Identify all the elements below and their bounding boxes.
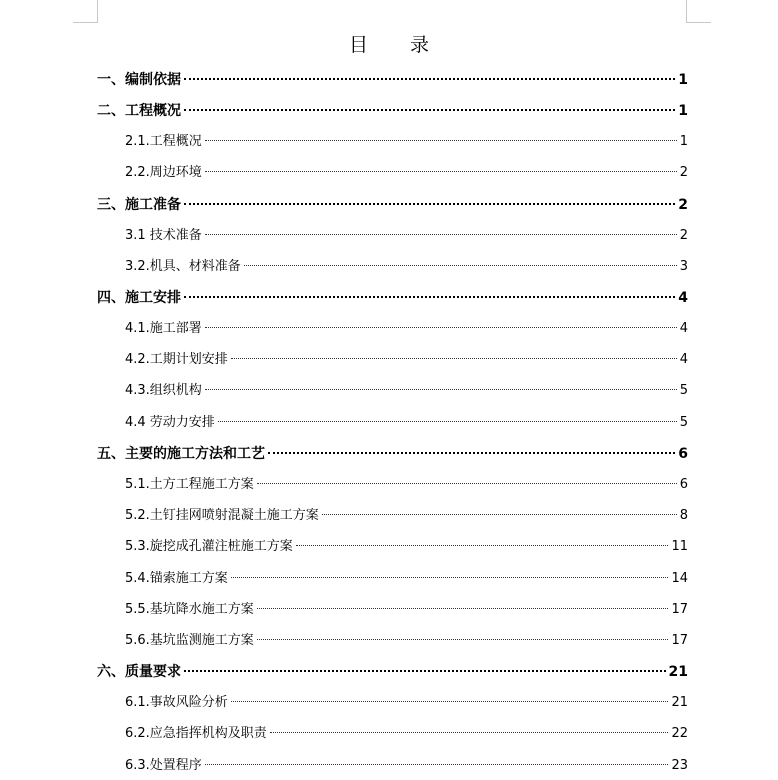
toc-dot-leader — [205, 140, 677, 141]
toc-entry-text: 2.2.周边环境 — [125, 165, 202, 180]
toc-entry-text: 5.3.旋挖成孔灌注桩施工方案 — [125, 539, 293, 554]
toc-dot-leader — [296, 545, 669, 546]
toc-entry-text: 3.1 技术准备 — [125, 228, 202, 243]
toc-dot-leader — [205, 389, 677, 390]
toc-dot-leader — [205, 234, 677, 235]
toc-subheading-entry[interactable] — [125, 535, 688, 559]
toc-page-number: 1 — [678, 103, 688, 119]
toc-dot-leader — [184, 670, 666, 672]
toc-dot-leader — [231, 577, 669, 578]
toc-dot-leader — [205, 327, 677, 328]
toc-entry-text: 4.4 劳动力安排 — [125, 415, 215, 430]
toc-page-number: 21 — [668, 664, 688, 680]
toc-subheading-entry[interactable] — [125, 348, 688, 372]
toc-entry-text: 三、施工准备 — [97, 197, 181, 213]
toc-page-number: 8 — [679, 508, 688, 523]
toc-subheading-entry[interactable] — [125, 473, 688, 497]
toc-entry-text: 6.1.事故风险分析 — [125, 695, 228, 710]
toc-dot-leader — [231, 701, 669, 702]
toc-page-number: 2 — [679, 228, 688, 243]
toc-entry-text: 3.2.机具、材料准备 — [125, 259, 241, 274]
toc-entry-text: 5.5.基坑降水施工方案 — [125, 602, 254, 617]
toc-heading-entry[interactable] — [97, 193, 688, 217]
toc-page-number: 3 — [679, 259, 688, 274]
toc-subheading-entry[interactable] — [125, 722, 688, 746]
toc-subheading-entry[interactable] — [125, 255, 688, 279]
toc-entry-text: 二、工程概况 — [97, 103, 181, 119]
toc-entry-text: 6.2.应急指挥机构及职责 — [125, 726, 267, 741]
toc-title: 目 录 — [348, 34, 448, 56]
toc-entry-text: 2.1.工程概况 — [125, 134, 202, 149]
toc-heading-entry[interactable] — [97, 286, 688, 310]
toc-entry-text: 4.1.施工部署 — [125, 321, 202, 336]
toc-entry-text: 一、编制依据 — [97, 72, 181, 88]
toc-page-number: 23 — [671, 758, 688, 773]
toc-page-number: 14 — [671, 571, 688, 586]
toc-heading-entry[interactable] — [97, 442, 688, 466]
toc-subheading-entry[interactable] — [125, 754, 688, 778]
toc-dot-leader — [184, 78, 675, 80]
toc-dot-leader — [205, 171, 677, 172]
toc-subheading-entry[interactable] — [125, 161, 688, 185]
toc-page-number: 4 — [678, 290, 688, 306]
toc-dot-leader — [257, 608, 669, 609]
toc-page-number: 22 — [671, 726, 688, 741]
toc-dot-leader — [184, 203, 675, 205]
toc-page-number: 6 — [679, 477, 688, 492]
toc-entry-text: 六、质量要求 — [97, 664, 181, 680]
toc-dot-leader — [205, 764, 669, 765]
toc-heading-entry[interactable] — [97, 68, 688, 92]
toc-page-number: 17 — [671, 633, 688, 648]
toc-heading-entry[interactable] — [97, 660, 688, 684]
toc-entry-text: 4.3.组织机构 — [125, 383, 202, 398]
toc-dot-leader — [268, 452, 675, 454]
toc-dot-leader — [257, 639, 669, 640]
toc-subheading-entry[interactable] — [125, 317, 688, 341]
toc-entry-text: 四、施工安排 — [97, 290, 181, 306]
toc-entry-text: 5.1.土方工程施工方案 — [125, 477, 254, 492]
toc-subheading-entry[interactable] — [125, 598, 688, 622]
toc-dot-leader — [231, 358, 677, 359]
toc-entry-text: 6.3.处置程序 — [125, 758, 202, 773]
toc-subheading-entry[interactable] — [125, 567, 688, 591]
toc-entry-text: 五、主要的施工方法和工艺 — [97, 446, 265, 462]
toc-page-number: 5 — [679, 415, 688, 430]
toc-subheading-entry[interactable] — [125, 224, 688, 248]
toc-page-number: 1 — [679, 134, 688, 149]
margin-mark-top-left — [73, 0, 98, 23]
toc-page-number: 4 — [679, 321, 688, 336]
toc-entry-text: 5.4.锚索施工方案 — [125, 571, 228, 586]
toc-page-number: 2 — [678, 197, 688, 213]
toc-dot-leader — [184, 296, 675, 298]
toc-page-number: 17 — [671, 602, 688, 617]
toc-dot-leader — [322, 514, 677, 515]
toc-dot-leader — [270, 732, 669, 733]
toc-page-number: 11 — [671, 539, 688, 554]
toc-subheading-entry[interactable] — [125, 130, 688, 154]
toc-entry-text: 4.2.工期计划安排 — [125, 352, 228, 367]
toc-subheading-entry[interactable] — [125, 691, 688, 715]
toc-heading-entry[interactable] — [97, 99, 688, 123]
toc-subheading-entry[interactable] — [125, 504, 688, 528]
toc-dot-leader — [257, 483, 677, 484]
toc-entry-text: 5.6.基坑监测施工方案 — [125, 633, 254, 648]
toc-dot-leader — [184, 109, 675, 111]
toc-dot-leader — [244, 265, 677, 266]
toc-page-number: 2 — [679, 165, 688, 180]
toc-page-number: 6 — [678, 446, 688, 462]
toc-subheading-entry[interactable] — [125, 379, 688, 403]
toc-dot-leader — [218, 421, 677, 422]
margin-mark-top-right — [686, 0, 711, 23]
toc-page-number: 21 — [671, 695, 688, 710]
toc-entry-text: 5.2.土钉挂网喷射混凝土施工方案 — [125, 508, 319, 523]
toc-subheading-entry[interactable] — [125, 411, 688, 435]
toc-page-number: 4 — [679, 352, 688, 367]
toc-page-number: 1 — [678, 72, 688, 88]
toc-page-number: 5 — [679, 383, 688, 398]
toc-subheading-entry[interactable] — [125, 629, 688, 653]
